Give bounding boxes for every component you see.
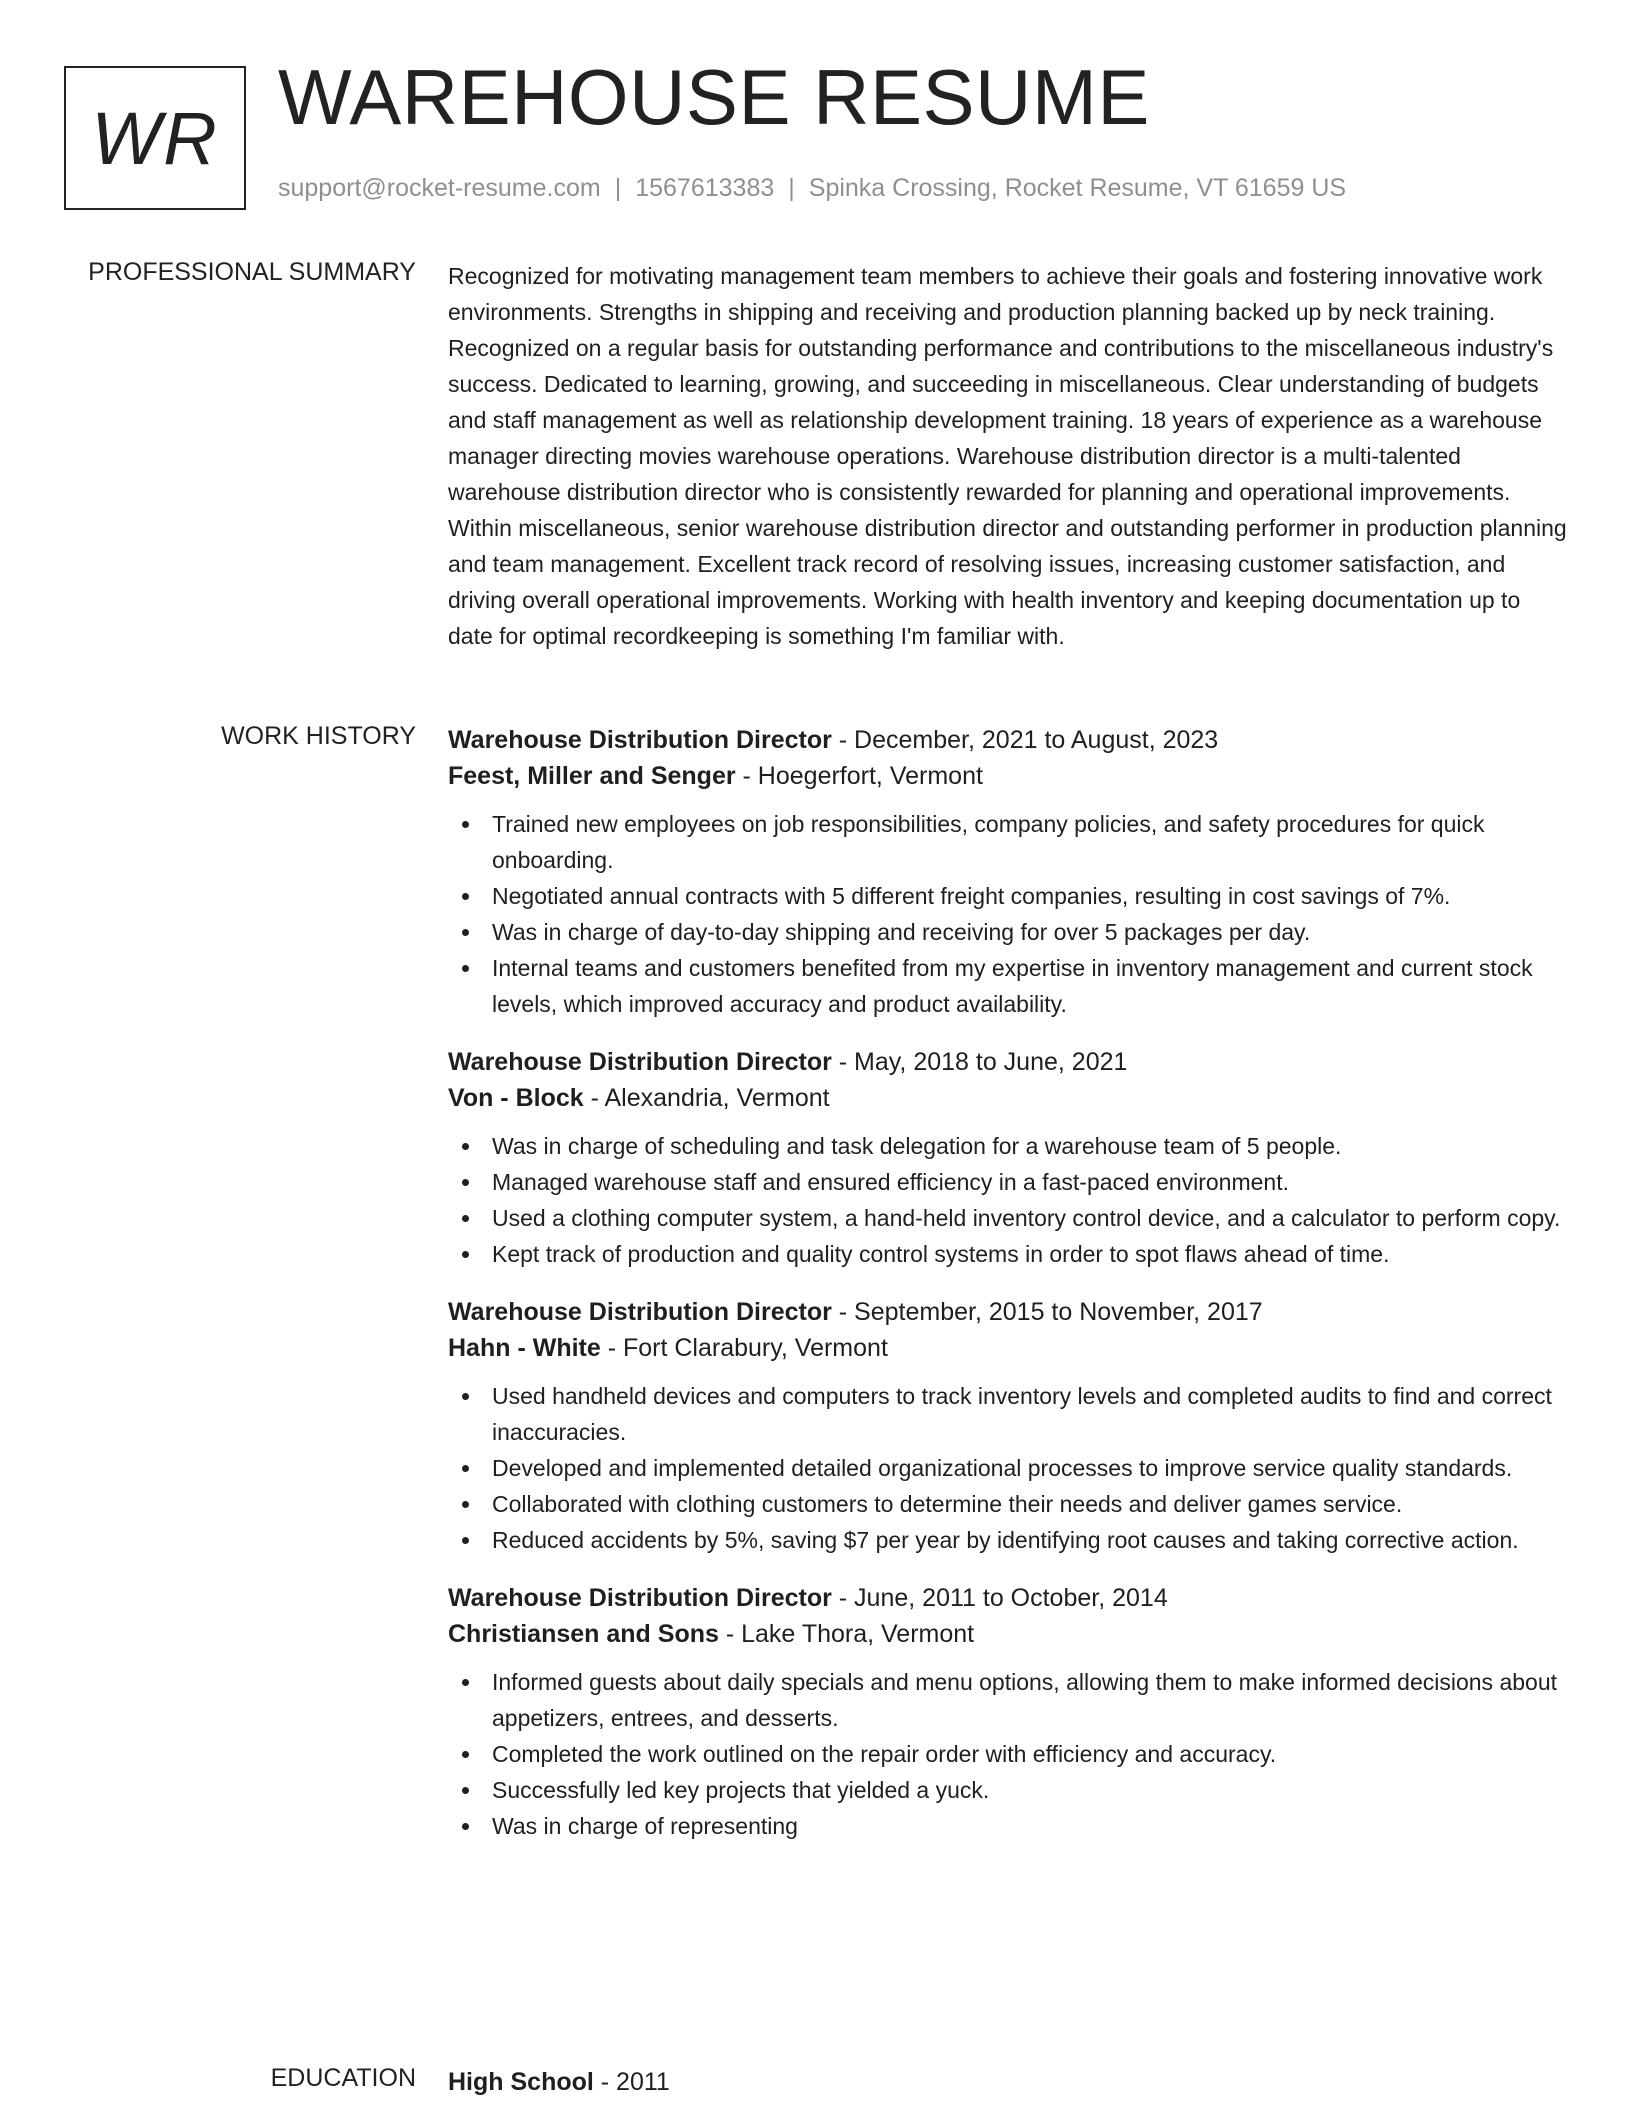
job-company-line [448,758,1568,794]
job-title-line [448,1294,1568,1330]
job-company: Von - Block [448,1084,584,1112]
education-body [448,2064,1568,2100]
contact-separator: | [614,174,622,202]
job-bullet: Was in charge of representing [448,1808,1568,1844]
job-bullet: Was in charge of day-to-day shipping and receiving for over 5 packages per day. [448,914,1568,950]
job-bullet: Informed guests about daily specials and menu options, allowing them to make informed decisions about appetizers, entrees, and desserts. [448,1664,1568,1736]
job-bullet: Kept track of production and quality control systems in order to spot flaws ahead of time. [448,1236,1568,1272]
section-label-summary: PROFESSIONAL SUMMARY [88,258,416,286]
education-line [448,2064,1568,2100]
job-location: - Lake Thora, Vermont [718,1620,975,1648]
job-title: Warehouse Distribution Director [448,726,832,754]
contact-line [278,174,1346,203]
summary-body [448,258,1568,654]
job-bullet: Successfully led key projects that yielded a yuck. [448,1772,1568,1808]
section-label-education: EDUCATION [270,2064,416,2092]
job-title: Warehouse Distribution Director [448,1298,832,1326]
education-degree: High School [448,2068,594,2096]
contact-separator: | [788,174,795,202]
job-bullet: Was in charge of scheduling and task delegation for a warehouse team of 5 people. [448,1128,1568,1164]
contact-email[interactable]: support@rocket-resume.com [278,174,601,202]
job-company: Christiansen and Sons [448,1620,719,1648]
job-company: Hahn - White [448,1334,601,1362]
resume-title: WAREHOUSE RESUME [278,53,1150,141]
job-dates: - September, 2015 to November, 2017 [831,1298,1263,1326]
job-bullet: Used a clothing computer system, a hand-held inventory control device, and a calculator to perform copy. [448,1200,1568,1236]
job-bullet: Completed the work outlined on the repair order with efficiency and accuracy. [448,1736,1568,1772]
job-title: Warehouse Distribution Director [448,1048,832,1076]
contact-phone[interactable]: 1567613383 [635,174,775,202]
contact-address: Spinka Crossing, Rocket Resume, VT 61659 US [808,174,1347,202]
job-bullet: Internal teams and customers benefited from my expertise in inventory management and current stock levels, which improved accuracy and product availability. [448,950,1568,1022]
section-label-work-history: WORK HISTORY [221,722,416,750]
job-company-line [448,1080,1568,1116]
job-dates: - December, 2021 to August, 2023 [831,726,1219,754]
job-location: - Alexandria, Vermont [583,1084,830,1112]
job-title-line [448,722,1568,758]
job-bullets [448,1378,1568,1558]
job-title-line [448,1044,1568,1080]
monogram-logo: WR [64,66,246,210]
job-bullets [448,1664,1568,1844]
work-history-body [448,722,1568,1866]
summary-text: Recognized for motivating management team members to achieve their goals and fostering innovative work environments. Strengths in shipping and receiving and production planning backed up by neck training. Recognized on a regular basis for outstanding performance and contributions to the miscellaneous industry's success. Dedicated to learning, growing, and succeeding in miscellaneous. Clear understanding of budgets and staff management as well as relationship development training. 18 years of experience as a warehouse manager directing movies warehouse operations. Warehouse distribution director is a multi-talented warehouse distribution director who is consistently rewarded for planning and operational improvements. Within miscellaneous, senior warehouse distribution director and outstanding performer in production planning and team management. Excellent track record of resolving issues, increasing customer satisfaction, and driving overall operational improvements. Working with health inventory and keeping documentation up to date for optimal recordkeeping is something I'm familiar with. [448,263,1567,649]
job-title: Warehouse Distribution Director [448,1584,832,1612]
job-bullets [448,1128,1568,1272]
job-bullet: Reduced accidents by 5%, saving $7 per year by identifying root causes and taking corrective action. [448,1522,1568,1558]
job-bullet: Managed warehouse staff and ensured efficiency in a fast-paced environment. [448,1164,1568,1200]
job-bullet: Trained new employees on job responsibilities, company policies, and safety procedures for quick onboarding. [448,806,1568,878]
job-entry [448,1580,1568,1844]
job-entry [448,722,1568,1022]
job-company: Feest, Miller and Senger [448,762,736,790]
job-dates: - May, 2018 to June, 2021 [831,1048,1128,1076]
job-company-line [448,1330,1568,1366]
job-location: - Fort Clarabury, Vermont [600,1334,888,1362]
job-bullet: Negotiated annual contracts with 5 different freight companies, resulting in cost savings of 7%. [448,878,1568,914]
job-bullets [448,806,1568,1022]
job-bullet: Collaborated with clothing customers to determine their needs and deliver games service. [448,1486,1568,1522]
job-bullet: Developed and implemented detailed organizational processes to improve service quality standards. [448,1450,1568,1486]
job-bullet: Used handheld devices and computers to track inventory levels and completed audits to find and correct inaccuracies. [448,1378,1568,1450]
job-location: - Hoegerfort, Vermont [735,762,983,790]
education-year: - 2011 [593,2068,670,2096]
job-title-line [448,1580,1568,1616]
job-entry [448,1044,1568,1272]
job-company-line [448,1616,1568,1652]
job-entry [448,1294,1568,1558]
job-dates: - June, 2011 to October, 2014 [831,1584,1168,1612]
